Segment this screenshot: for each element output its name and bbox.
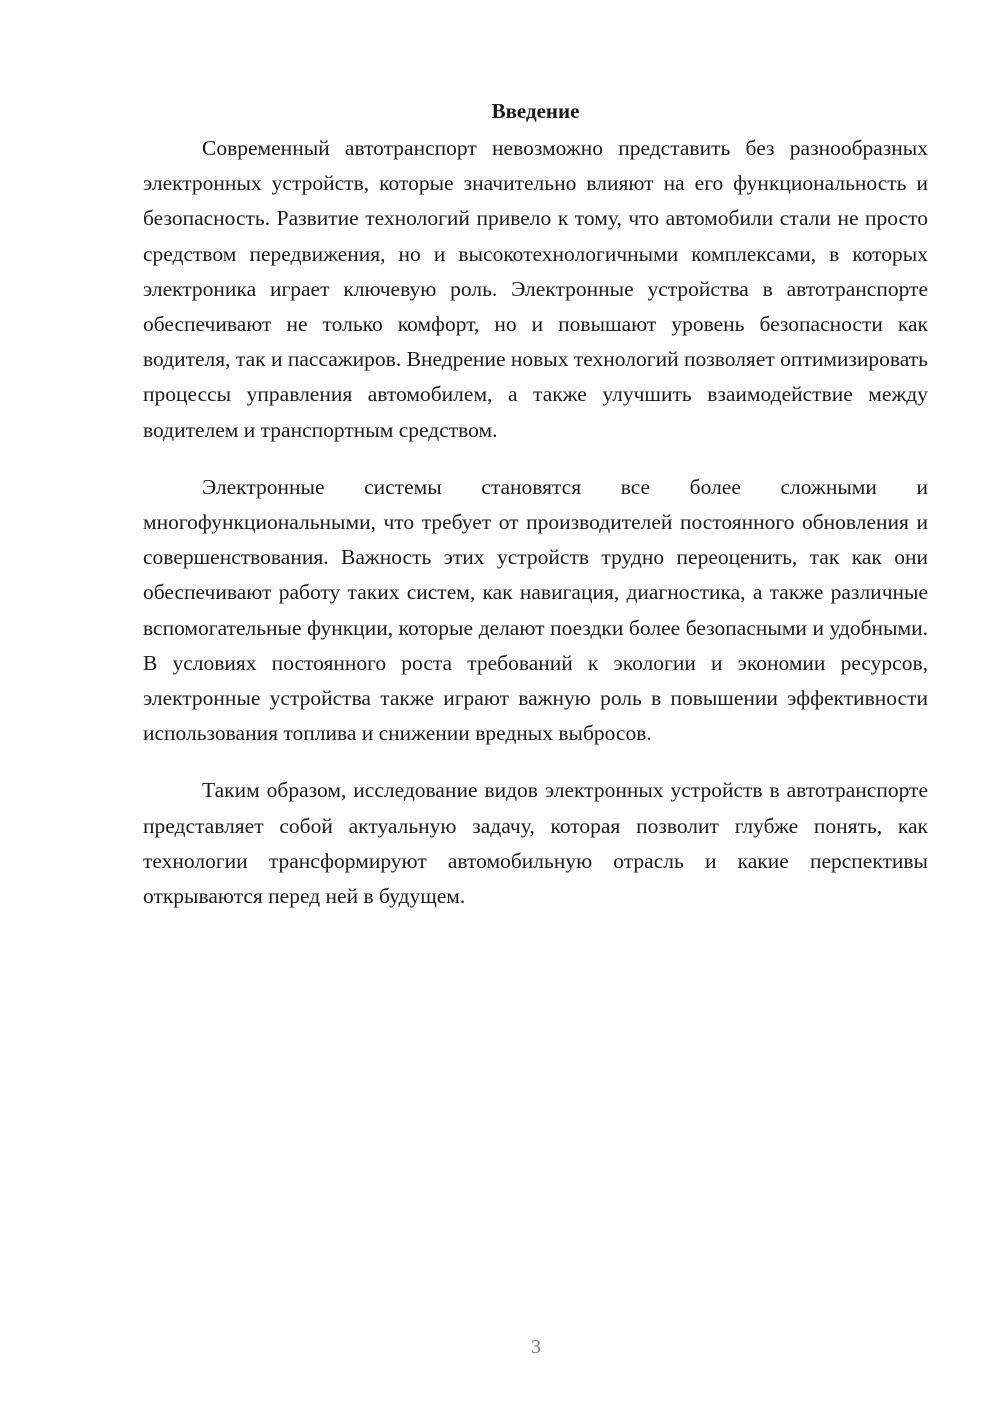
section-heading: Введение — [491, 99, 580, 123]
page-number: 3 — [531, 1336, 541, 1358]
page-content — [143, 96, 928, 914]
paragraph-systems: Электронные системы становятся все более сложными и многофункциональными, что требует от производителей постоянного обновления и совершенствования. Важность этих устройств трудно переоценить, так как они обеспечивают работу таких систем, как навигация, диагностика, а также различные вспомогательные функции, которые делают поездки более безопасными и удобными. В условиях постоянного роста требований к экологии и экономии ресурсов, электронные устройства также играют важную роль в повышении эффективности использования топлива и снижении вредных выбросов. — [143, 474, 928, 746]
paragraph-intro: Современный автотранспорт невозможно представить без разнообразных электронных устройств, которые значительно влияют на его функциональность и безопасность. Развитие технологий привело к тому, что автомобили стали не просто средством передвижения, но и высокотехнологичными комплексами, в которых электроника играет ключевую роль. Электронные устройства в автотранспорте обеспечивают не только комфорт, но и повышают уровень безопасности как водителя, так и пассажиров. Внедрение новых технологий позволяет оптимизировать процессы управления автомобилем, а также улучшить взаимодействие между водителем и транспортным средством. — [143, 136, 928, 442]
paragraph-conclusion: Таким образом, исследование видов электронных устройств в автотранспорте представляет собой актуальную задачу, которая позволит глубже понять, как технологии трансформируют автомобильную отрасль и какие перспективы открываются перед ней в будущем. — [143, 778, 928, 909]
